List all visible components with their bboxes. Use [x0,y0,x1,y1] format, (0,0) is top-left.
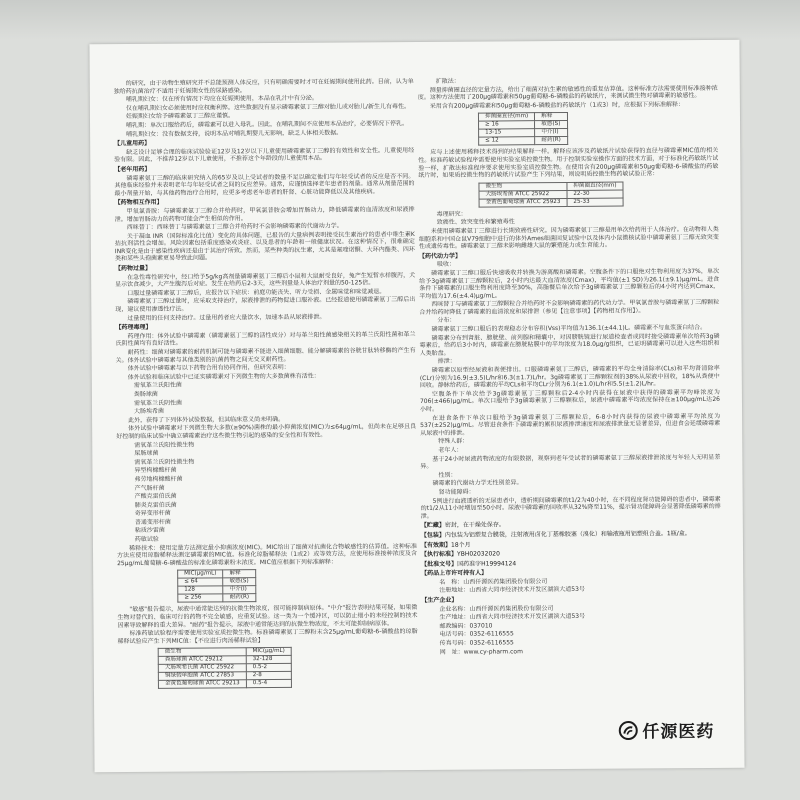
paragraph: 耐药性：细菌对磷霉素的耐药机制可能与磷霉素不能进入细菌细胞、能分解磷霉素的谷胱甘肽转移酶的产生有关。体外试验中磷霉素与其他类别的抗菌药物之间无交叉耐药性。 [115,347,416,364]
paragraph: 磷霉素氨丁三醇过量时，应采取支持治疗，尿液排泄的药物促进口服补液。已经报道使用磷霉素氨丁三醇后出现，建议使用渗透性疗法。 [115,296,416,314]
section-heading-interactions: 【药物相互作用】 [114,199,163,207]
left-column [114,78,419,730]
paragraph: 5例进行血液透析的无尿患者中，透析期间磷霉素的t1/2为40小时，在不同程度肾功能障碍的患者中，磷霉素的t1/2从11小时增加至50小时。尿液中磷霉素的回收率从32%降至11%，提示肾功能障碍会显著降低磷霉素的排泄。 [420,495,721,520]
website: 网 址：www.cy-pharm.com [439,647,523,656]
approval-line [421,559,721,569]
paragraph: 西咪替丁：西咪替丁与磷霉素氨丁三醇合并给药时不会影响磷霉素的代谢动力学。 [126,222,343,232]
zone-diameter-table [478,112,568,146]
table-cell: ≥ 16 [479,121,535,129]
storage-value: 密封，在干燥处保存。 [444,521,505,530]
package-line [421,530,721,540]
organism: 大肠埃希菌 [134,407,165,416]
paragraph: 妊娠期妇女给予磷霉素氨丁三醇应谨慎。 [125,112,235,121]
organism-group: 需氧革兰氏阴性菌 [133,399,183,407]
paragraph: 哺乳期妇女：没有数据支持，说明本品对哺乳期婴儿无影响，缺乏人体相关数据。 [126,129,343,138]
table-cell: 大肠埃希氏菌 ATCC 25922 [158,664,246,673]
paragraph: 此外，获得了下列体外试验数据，但其临床意义尚未明确。 [128,415,285,424]
table-cell: 0.5-4 [246,680,291,688]
paragraph: 应与上述使用稀释技术得到的结果解释一样。解释应该涉及药敏纸片试验获得的直径与磷霉素MIC值的相关性。标准药敏试验程序需要使用实验室质控微生物。用于控制实验室操作方面的技术方面，对于标准化药敏纸片试验一样，扩散法标准程序要求使用实验室质控微生物。在使用含有200μg磷霉素和50μg葡萄糖-6-磷酸盐的药敏纸片时，如果质控微生物的药敏纸片试验产生下列结果，则说明质控微生物药敏试验正常： [418,147,719,180]
table-cell: 耐药(R) [223,594,256,602]
subsection-heading: 分布： [437,317,456,325]
paragraph: 磷霉素氨丁三醇口服后的表观稳态分布容积(Vss)平均值为136.1(±44.1)L。磷霉素不与血浆蛋白结合。 [431,324,707,333]
approval-value: 国药准字H19994124 [457,559,517,568]
validity-label: 【有效期】 [420,541,452,549]
paragraph: 空腹条件下单次给予3g磷霉素氨丁三醇颗粒后2-4小时内获得在尿液中获得的磷霉素平均峰浓度为706(±466)μg/mL。单次口服给予3g磷霉素氨丁三醇颗粒后，尿液中磷霉素平均浓度保持在≥100μg/mL达26小时。 [419,388,720,413]
table-cell: 金黄色葡萄球菌 ATCC 29213 [158,680,246,689]
organism: 粪肠球菌 [133,390,158,398]
paragraph: 标准药敏试验程序需要使用实验室质控微生物。标准磷霉素氨丁三醇粉末含25μg/mL葡萄糖-6-磷酸盐的琼脂稀释试验应产生下列MIC值：【不应进行肉汤稀释试验】 [117,628,418,645]
manufacturer-address: 生产地址：山西省大同市经济技术开发区湖滨大道53号 [439,613,586,622]
section-heading-overdose: 【药物过量】 [115,264,152,273]
approval-label: 【批准文号】 [421,560,458,568]
paragraph: 测量抑菌圈直径的定量方法，给出了细菌对抗生素的敏感性的重复估算值。这种标准方法需要使用标准接种浓度。这种方法使用了200μg磷霉素和50μg葡萄糖-6-磷酸盐的药敏纸片，来测试微生物对磷霉素的敏感性。 [417,84,718,102]
subsection-heading: 特殊人群： [438,438,469,446]
qc-mic-table [158,647,292,689]
section-heading-elderly: 【老年用药】 [114,165,151,174]
validity-value: 18个月 [450,541,471,549]
paragraph: 的研究，由于动物生殖研究并不总能预测人体反应，只有明确需要时才可在妊娠期间使用此药。目前，认为单独给药抗菌治疗不适用于妊娠期女性的尿路感染。 [113,78,414,95]
organism: 产酸克雷伯氏菌 [134,492,177,501]
organism: 屎肠球菌 [134,449,159,458]
paragraph: 稀释技术：使用定量方法测定最小抑菌浓度(MIC)。MIC给出了细菌对抗菌化合物敏感性的估算值。这种标准方法应使用琼脂稀释法测定磷霉素的MIC值。标准化琼脂稀释法（1或2）或等效方法，应使用标准接种浓度及含25μg/mL葡萄糖-6-磷酸盐的标准化磷霉素粉末浓度。MIC值应根据下列标准解释： [117,542,418,567]
table-cell: 0.5-2 [246,664,291,672]
table-header-cell: 微生物 [479,182,567,191]
subsection-heading: 毒理研究： [436,210,467,218]
subsection-heading: 药敏试验 [134,535,159,544]
table-row [479,137,568,146]
logo-text: 仟源医药 [642,721,715,743]
subsection-heading: 吸收： [436,261,456,269]
table-header-cell: 解释 [223,570,256,578]
table-cell: 128 [178,586,223,594]
organism: 弗劳地枸橼酸杆菌 [134,475,183,483]
paragraph: 在进食条件下单次口服给予3g磷霉素氨丁三醇颗粒后，6-8小时内获得的尿液中磷霉素平均浓度为537(±252)μg/mL。尽管进食条件下磷霉素的累积尿液排泄速度和尿液排泄量无显著差异，但进食会延缓磷霉素从尿液中的排泄。 [420,412,721,437]
subsection-heading: 性别： [438,471,457,479]
table-header-cell: MIC(μg/mL) [246,648,291,656]
table-header-cell: 抑菌圈直径(mm) [567,182,623,190]
paragraph: 采用含有200μg磷霉素和50μg葡萄糖-6-磷酸盐的药敏纸片（1或3）时，应根据下列标准解释： [429,100,685,110]
paragraph: 口服过量磷霉素氨丁三醇后，应报告以下症状：前庭功能丧失、听力受损、金属味觉和味觉减退。 [127,288,386,297]
mah-heading: 【药品上市许可持有人】 [421,569,488,578]
organism: 肺炎克雷伯氏菌 [134,501,177,509]
storage-line [421,520,721,530]
package-value: 内包装为铝塑复合膜袋，注射液用卤化丁基橡胶塞（溴化）和输液瓶用铝塑组合盖。1瓶/盒。 [444,529,691,539]
organism: 异型枸橼酸杆菌 [134,466,177,475]
background-shadow [0,0,800,40]
subsection-heading: 致癌性、致突变性和繁殖毒性 [436,218,515,227]
table-cell: ≥ 256 [178,594,223,602]
table-header-cell: 抑菌圈直径(mm) [478,113,534,121]
table-cell: 大肠埃希菌 ATCC 25922 [479,190,567,199]
subsection-heading: 肾功能障碍： [438,488,475,496]
table-cell: 粪肠球菌 ATCC 29212 [158,656,246,665]
validity-line [421,539,721,549]
storage-label: 【贮藏】 [420,522,445,530]
paragraph: 磷霉素氨丁三醇口服后快速吸收并转换为游离酸和磷霉素。空腹条件下的口服绝对生物利用度为37%，单次给予3g磷霉素氨丁三醇颗粒后，2小时内达最大血清浓度(Cmax)，平均值(±1 SD)为26.1(±9.1)μg/mL。进食条件下磷霉素的口服生物利用度降至30%，高脂餐后单次给予3g磷霉素氨丁三醇颗粒后的4小时内达到Cmax，平均值为17.6(±4.4)μg/mL。 [419,267,720,300]
paragraph: 在急性毒性研究中，经口给予5g/kg高剂量磷霉素氨丁三醇后小鼠和大鼠耐受良好，兔产生短暂水样腹泻，犬显示饮食减少，大产生腹泻后对症。发生在给药后2-3天，这些剂量是人体治疗剂量的50-125倍。 [115,271,416,289]
paragraph: 缺乏设计足够合理的临床试验验证12岁及12岁以下儿童使用磷霉素氨丁三醇的有效性和安全性。儿童使用经验有限。因此，不推荐12岁以下儿童使用，不推荐这个年龄段的儿童使用本品。 [114,146,415,164]
paragraph: 关于凝血 INR（国际标准化比值）变化的具体问题，已报告的大量病例表明接受抗生素治疗的患者中维生素K拮抗剂活性会增加。风险因素包括重度感染或炎症、以及患者的年龄和一般健康状况。在这种情况下，很难确定INR变化是由于感染性疾病还是由于其治疗所致。然而，某些种类的抗生素，尤其是氟喹诺酮、大环内酯类、四环类和某些头孢菌素更易导致此问题。 [114,230,415,263]
table-row [479,198,623,207]
fax-number: 传真号码：0352-6116555 [439,639,514,647]
table-cell: ≤ 64 [178,578,223,586]
table-cell: 敏感(S) [535,121,568,129]
table-row [178,594,256,603]
paragraph: "敏感"报告提示，尿液中通常能达到的抗微生物浓度，很可能抑制病原体。"中介"报告表明结果可疑，如果微生物对替代的、临床可行的药物不完全敏感，应重复试验。这一类为一个缓冲区，可以防止细小的未经控制的技术因素导致解释的重大差异。"耐药"报告提示，尿液中通常能达到的抗微生物浓度，不太可能抑制病原体。 [117,604,418,629]
package-label: 【包装】 [420,531,445,539]
paragraph: 甲氧氯普胺：与磷霉素氨丁三醇合并给药时，甲氧氯普胺会增加胃肠动力，降低磷霉素的血清浓度和尿液排泄。增加胃肠动力的药物可能会产生相似的作用。 [114,205,415,223]
organism: 奇异变形杆菌 [134,510,171,518]
cy-pharm-logo-icon [618,720,638,740]
section-heading-child: 【儿童用药】 [114,140,151,148]
paragraph: 药理作用：体外试验中磷霉素（磷霉素氨丁三醇的活性成分）对与革兰阳性菌感染相关的革兰氏阳性菌和革兰氏阴性菌均有良好活性。 [115,330,416,348]
paragraph: 西咪替丁与磷霉素氨丁三醇颗粒合并给药时不会影响磷霉素的药代动力学。甲氧氯普胺与磷霉素氨丁三醇颗粒合并给药时降低了磷霉素的血清浓度和尿排泄（参见【注意事项】【药物相互作用】）。 [419,299,720,316]
paragraph: 体外试验中磷霉素与以下药物合用有协同作用，但研究表明： [127,364,290,373]
manufacturer-heading: 【生产企业】 [421,596,458,605]
table-cell: 中介(I) [223,586,256,594]
paragraph: 磷霉素的代谢动力学无性别差异。 [432,479,523,488]
table-cell: 32-128 [246,656,291,664]
paragraph: 未使用磷霉素氨丁三醇进行长期致癌性研究。因为磷霉素氨丁三醇是用单次给药用于人体治疗。在动物和人类细胞系和中国仓鼠V79细胞中进行的体外Ames细菌回复试验中以及体内小鼠微核试验中磷霉素氨丁三醇无致突变性或遗传毒性。磷霉素氨丁三醇未影响雌雄大鼠的繁殖能力或生育能力。 [418,225,719,251]
organism: 普通变形杆菌 [134,518,171,526]
mic-interpretation-table [177,570,256,604]
table-cell: 22-30 [567,190,623,198]
table-cell: 铜绿假单胞菌 ATCC 27853 [158,672,246,681]
subsection-heading: 扩散法： [435,77,460,85]
organism-group: 需氧革兰氏阳性微生物 [134,441,195,449]
company-logo [618,717,714,743]
qc-zone-table [478,181,623,207]
subsection-heading: 老年人： [438,446,463,454]
mah-address: 注册地址：山西省大同市经济技术开发区湖滨大道53号 [439,586,585,595]
paragraph: 磷霉素分布到肾脏、膀胱壁、前列腺和精囊中，对因膀胱镜进行尿道检查者或同时接受磷霉素单次给药3g磷霉素后，给药后3小时内，磷霉素在膀胱粘膜中的平均浓度为18.0μg/g组织，已证明磷霉素可以进入这些组织和人类胎盘。 [419,332,720,357]
standard-label: 【执行标准】 [421,550,458,559]
paragraph: 仅在哺乳期妇女必须使用时应权衡利弊。这些数据没有显示磷霉素氨丁三醇对胎儿或对胎儿/新生儿有毒性。 [125,102,410,112]
table-header-cell: 微生物 [158,648,246,657]
subsection-heading: 排泄： [437,358,456,366]
paragraph: 体外试验和临床试验中已证实磷霉素对下列微生物的大多数菌株有活性： [127,372,320,381]
standard-value: YBH02032020 [457,550,500,558]
table-header-cell: 解释 [535,113,568,121]
paragraph: 基于24小时尿液药物浓度的有限数据，观察到老年受试者的磷霉素氨丁三醇尿液排泄浓度与年轻人无明显差异。 [420,453,721,471]
paragraph: 体外试验中磷霉素对下列微生物大多数(≥90%)菌株的最小抑菌浓度(MIC)为≤64μg/mL，但尚未在足够且良好控制的临床试验中确立磷霉素治疗这些微生物引起的感染的安全性和有效性。 [116,423,417,441]
postal-code: 邮政编码：037010 [439,622,493,630]
paragraph: 哺乳期：单次口服给药后，磷霉素可以进入母乳。因此，在哺乳期间不应使用本品治疗，必要情况下停乳。 [126,120,409,129]
table-cell: 耐药(R) [535,137,568,145]
manufacturer-name: 企业名称：山西仟源医药集团股份有限公司 [439,604,554,613]
table-row [158,680,291,689]
organism-group: 需氧革兰氏阴性微生物 [134,458,195,466]
table-cell: 金黄色葡萄球菌 ATCC 25923 [479,198,567,207]
table-header-cell: MIC(μg/mL) [178,570,223,578]
table-cell: 25-33 [567,198,623,206]
paragraph: 磷霉素氨丁三醇的临床研究纳入的65岁及以上受试者的数量不足以确定他们与年轻受试者的反应是否不同。其他临床经验并未表明老年与年轻受试者之间的反应差异。通常，应谨慎选择老年患者的剂量。通常从剂量范围的最小剂量开始，与其他药物治疗合用时，应更多考虑老年患者的肝肾、心脏功能降低以及其他疾病。 [114,172,415,197]
table-cell: 13-15 [479,129,535,137]
paragraph: 哺乳期妇女：仅在所有情况下均应在妊娠期使用，本品在乳汁中有分泌。 [125,94,318,104]
paragraph: 磷霉素以原型经尿液和粪便排出。口服磷霉素氨丁三醇后，磷霉素的平均全身清除率(CLs)和平均肾清除率(CLr)分别为16.9(±3.5)L/hr和6.3(±1.7)L/hr。3g磷霉素氨丁三醇颗粒剂的38%从尿液中回收，18%从粪便中回收。静脉给药后，磷霉素的平均CLs和平均CLr分别为6.1(±1.0)L/hr和5.5(±1.2)L/hr。 [419,364,720,390]
phone-number: 电话号码：0352-6116555 [439,630,514,639]
right-column [418,76,723,728]
standard-line [421,549,721,559]
organism-group: 需氧革兰氏阳性菌 [133,382,182,390]
paragraph: 过量使用的任何支持治疗。过量用药者应大量饮水，加速本品从尿液排泄。 [127,313,326,322]
package-insert-sheet [89,40,744,773]
table-cell: 中介(I) [535,129,568,137]
mah-name: 名 称：山西仟源医药集团股份有限公司 [439,577,548,586]
table-cell: 2-8 [246,672,291,680]
table-cell: 敏感(S) [223,578,256,586]
organism: 产气肠杆菌 [134,484,165,492]
section-heading-pharmacokinetics: 【药代动力学】 [418,252,461,260]
section-heading-pharmacology: 【药理毒理】 [115,324,152,332]
organism: 粘质沙雷菌 [134,527,165,535]
table-cell: ≤ 12 [479,137,535,145]
